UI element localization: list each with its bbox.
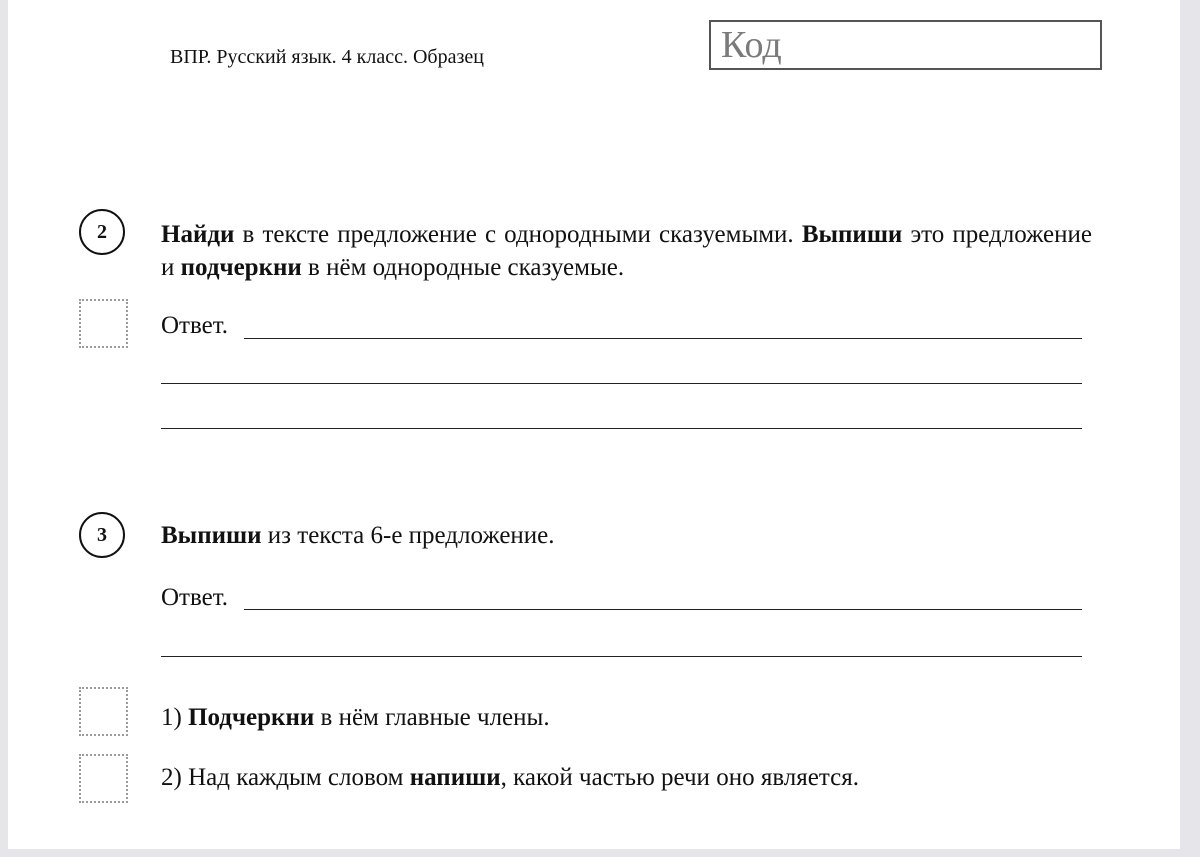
task2-instruction	[161, 218, 1092, 284]
task2-instruction-part: в нём однородные сказуемые.	[301, 254, 625, 281]
task3-sub2-bold: напиши	[409, 764, 501, 791]
task3-answer-label: Ответ.	[161, 584, 229, 611]
task3-sub1-prefix: 1)	[161, 704, 189, 731]
task3-answer-line-1[interactable]	[244, 609, 1082, 610]
page-edge-right	[1180, 0, 1200, 857]
task2-answer-line-3[interactable]	[161, 428, 1082, 429]
task3-sub1-score-box[interactable]	[79, 687, 128, 736]
task3-sub2	[161, 764, 859, 792]
task2-answer-line-2[interactable]	[161, 383, 1082, 384]
code-field[interactable]	[709, 20, 1102, 70]
task3-sub1	[161, 704, 550, 732]
task3-instruction	[161, 522, 555, 550]
page-edge-bottom	[0, 849, 1200, 857]
task2-score-box[interactable]	[79, 299, 128, 348]
code-label: Код	[721, 24, 782, 66]
task3-instruction-rest: из текста 6-е предложение.	[261, 522, 555, 549]
task2-instruction-part: подчеркни	[180, 254, 302, 281]
page-edge-left	[0, 0, 8, 857]
task2-answer-label: Ответ.	[161, 312, 229, 339]
task2-instruction-part: это предложение и	[161, 221, 1093, 281]
task2-instruction-part: в тексте предложение с однородными сказуемыми.	[234, 221, 802, 248]
task3-sub1-bold: Подчеркни	[188, 704, 315, 731]
task3-sub2-rest: , какой частью речи оно является.	[500, 764, 859, 791]
task-number-2: 2	[79, 209, 125, 255]
task2-instruction-part: Выпиши	[801, 221, 903, 248]
task3-sub1-rest: в нём главные члены.	[314, 704, 550, 731]
header-title: ВПР. Русский язык. 4 класс. Образец	[170, 46, 484, 68]
task2-instruction-part: Найди	[161, 221, 235, 248]
task3-answer-line-2[interactable]	[161, 656, 1082, 657]
task3-sub2-score-box[interactable]	[79, 754, 128, 803]
task3-instruction-bold: Выпиши	[161, 522, 262, 549]
task-number-3: 3	[79, 512, 125, 558]
task2-answer-line-1[interactable]	[244, 338, 1082, 339]
task3-sub2-prefix: 2) Над каждым словом	[161, 764, 410, 791]
